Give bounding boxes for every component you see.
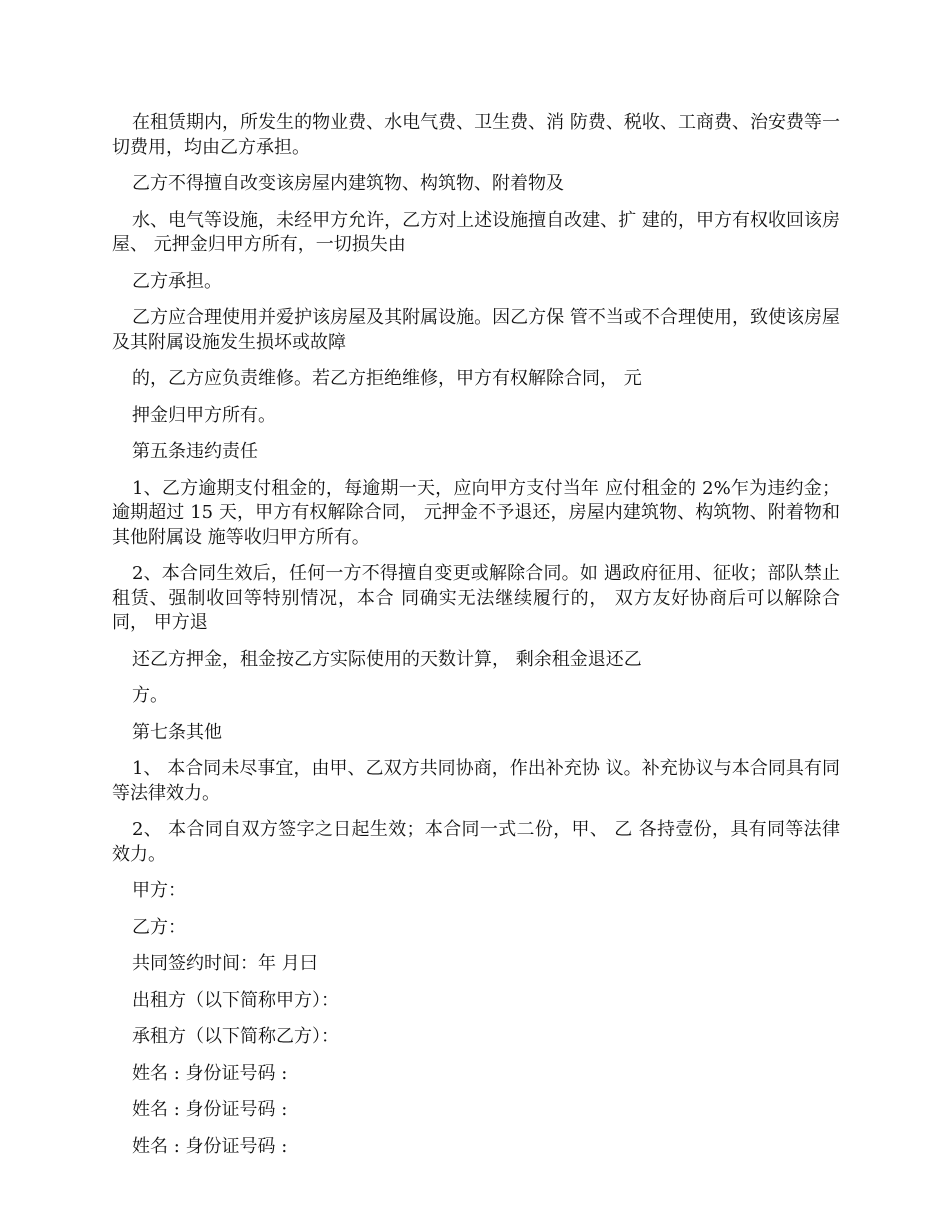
section-heading: 第五条违约责任 [132, 441, 258, 462]
section-heading: 第七条其他 [132, 721, 222, 743]
paragraph: 乙方不得擅自改变该房屋内建筑物、构筑物、附着物及 [132, 173, 564, 194]
signing-date-line: 共同签约时间：年 月曰 [132, 953, 318, 974]
signature-line-party-b: 乙方： [132, 916, 186, 938]
lessor-line: 出租方（以下简称甲方）： [132, 989, 339, 1011]
paragraph: 1、乙方逾期支付租金的，每逾期一天，应向甲方支付当年 应付租金的 2%乍为违约金；逾期超过 15 天，甲方有权解除合同， 元押金不予退还，房屋内建筑物、构筑物、附着物和其他附属设 施等收归甲方所有。 [112, 477, 840, 548]
signature-line-party-a: 甲方： [132, 880, 186, 901]
paragraph: 方。 [132, 685, 168, 706]
paragraph: 1、 本合同未尽事宜，由甲、乙双方共同协商，作出补充协 议。补充协议与本合同具有同等法律效力。 [112, 758, 840, 804]
paragraph: 水、电气等设施，未经甲方允许，乙方对上述设施擅自改建、扩 建的，甲方有权收回该房屋、 元押金归甲方所有，一切损失由 [112, 209, 840, 255]
paragraph: 的，乙方应负责维修。若乙方拒绝维修，甲方有权解除合同， 元 [132, 368, 642, 389]
paragraph: 乙方应合理使用并爱护该房屋及其附属设施。因乙方保 管不当或不合理使用，致使该房屋及其附属设施发生损坏或故障 [112, 307, 840, 353]
paragraph: 在租赁期内，所发生的物业费、水电气费、卫生费、消 防费、税收、工商费、治安费等一切费用，均由乙方承担。 [112, 112, 840, 158]
paragraph: 2、 本合同自双方签字之日起生效；本合同一式二份，甲、 乙 各持壹份，具有同等法律效力。 [112, 819, 840, 865]
name-id-line: 姓名 : 身份证号码 : [132, 1135, 288, 1157]
paragraph: 乙方承担。 [132, 270, 222, 292]
lessee-line: 承租方（以下简称乙方）： [132, 1026, 339, 1047]
paragraph: 还乙方押金，租金按乙方实际使用的天数计算， 剩余租金退还乙 [132, 648, 642, 670]
paragraph: 押金归甲方所有。 [132, 404, 276, 426]
name-id-line: 姓名 : 身份证号码 : [132, 1099, 288, 1120]
name-id-line: 姓名 : 身份证号码 : [132, 1062, 288, 1084]
paragraph: 2、本合同生效后，任何一方不得擅自变更或解除合同。如 遇政府征用、征收；部队禁止租赁、强制收回等特别情况，本合 同确实无法继续履行的， 双方友好协商后可以解除合同， 甲方退 [112, 563, 840, 633]
